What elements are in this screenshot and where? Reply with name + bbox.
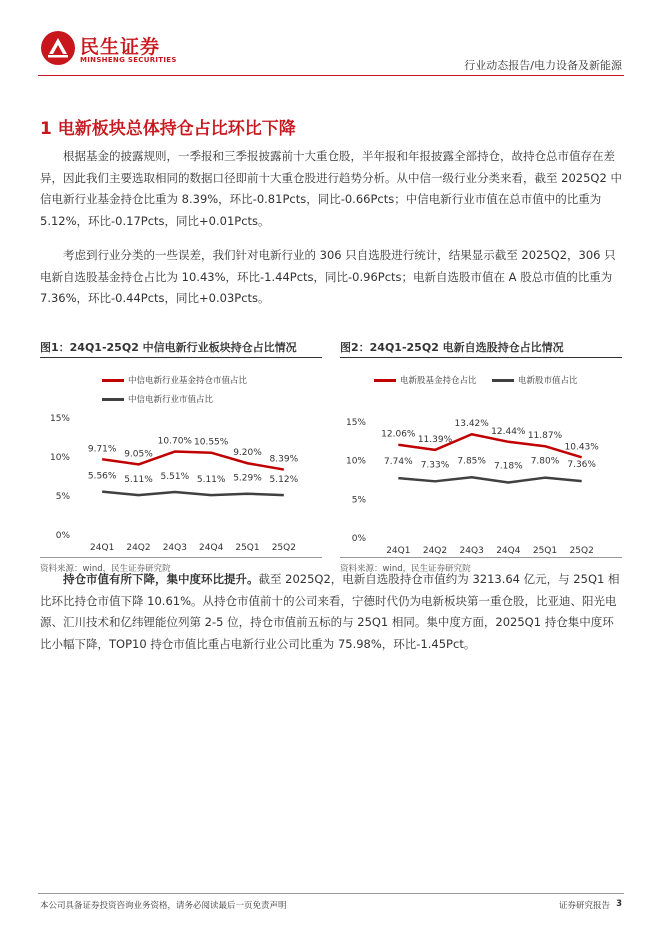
chart-2-svg (340, 358, 622, 558)
y-tick-label: 10% (345, 456, 366, 467)
data-label: 7.85% (457, 456, 486, 467)
paragraph-2: 考虑到行业分类的一些误差，我们针对电新行业的 306 只自选股进行统计，结果显示截至 2025Q2，306 只电新自选股基金持仓占比为 10.43%，环比-1.44Pcts，同比-0.96Pcts；电新自选股市值在 A 股总市值的比重为 7.36%，环比-0.44Pcts，同比+0.03Pcts。 (40, 248, 616, 306)
brand-name-cn: 民生证券 (80, 36, 161, 58)
page-header (0, 0, 662, 78)
y-tick-label: 15% (345, 418, 366, 428)
x-tick-label: 25Q1 (235, 543, 260, 553)
series-line-2 (398, 477, 581, 482)
x-tick-label: 25Q2 (569, 546, 594, 556)
data-label: 7.36% (567, 460, 596, 471)
x-tick-label: 24Q4 (496, 546, 521, 556)
y-tick-label: 5% (351, 495, 366, 506)
data-label: 9.05% (124, 449, 153, 460)
data-label: 11.39% (417, 434, 453, 445)
figure-1 (40, 337, 322, 574)
paragraph-3-lead: 持仓市值有所下降，集中度环比提升。 (63, 572, 259, 586)
data-label: 5.29% (233, 473, 262, 484)
data-label: 7.74% (384, 457, 413, 468)
paragraph-1: 根据基金的披露规则，一季报和三季报披露前十大重仓股，半年报和年报披露全部持仓，故持仓总市值存在差异，因此我们主要选取相同的数据口径即前十大重仓股进行趋势分析。从中信一级行业分类来看，截至 2025Q2 中信电新行业基金持仓比重为 8.39%，环比-0.81Pcts，同比-0.66Pcts；中信电新行业市值在总市值中的比重为 5.12%，环比-0.17Pcts，同比+0.01Pcts。 (40, 149, 622, 228)
data-label: 10.43% (564, 442, 599, 453)
data-label: 9.71% (87, 444, 117, 455)
paragraph-3-body: 截至 2025Q2，电新自选股持仓市值约为 3213.64 亿元，与 25Q1 相比环比持仓市值下降 10.61%。从持仓市值前十的公司来看，宁德时代仍为电新板块第一重仓股，比亚迪、阳光电源、汇川技术和亿纬锂能位列第 2-5 位，持仓市值前五标的与 25Q1 相同。集中度方面，2025Q1 持仓集中度环比小幅下降，TOP10 持仓市值比重占电新行业公司比重为 75.98%，环比-1.45Pct。 (40, 572, 620, 651)
data-label: 11.87% (527, 431, 563, 442)
x-tick-label: 24Q2 (126, 543, 151, 553)
chart-1-svg (40, 358, 322, 558)
x-tick-label: 24Q3 (162, 543, 187, 553)
figure-1-chart (40, 358, 322, 558)
x-tick-label: 24Q4 (199, 543, 224, 553)
y-tick-label: 10% (49, 453, 70, 463)
legend-label: 中信电新行业市值占比 (128, 395, 214, 405)
data-label: 12.06% (381, 429, 416, 440)
y-tick-label: 0% (55, 531, 70, 541)
data-label: 8.39% (269, 454, 299, 465)
data-label: 5.11% (124, 475, 153, 486)
footer-divider (38, 893, 624, 894)
footer-disclaimer: 本公司具备证券投资咨询业务资格，请务必阅读最后一页免责声明 (40, 901, 287, 911)
data-label: 12.44% (491, 426, 526, 437)
minsheng-logo (40, 30, 177, 70)
data-label: 5.11% (196, 475, 226, 486)
y-tick-label: 0% (351, 534, 366, 544)
data-label: 7.80% (530, 456, 560, 467)
y-tick-label: 5% (55, 492, 70, 502)
report-type-label: 行业动态报告/电力设备及新能源 (464, 59, 622, 72)
page-number: 3 (616, 899, 622, 909)
x-tick-label: 25Q2 (271, 543, 296, 553)
y-tick-label: 15% (49, 414, 70, 424)
figure-2 (340, 337, 622, 574)
x-tick-label: 24Q3 (459, 546, 484, 556)
data-label: 10.55% (194, 437, 229, 448)
data-label: 5.51% (160, 472, 190, 483)
data-label: 5.56% (87, 471, 117, 482)
paragraph-3 (40, 569, 622, 655)
x-tick-label: 24Q1 (386, 546, 411, 556)
figure-2-source: 资料来源：wind，民生证券研究院 (340, 564, 471, 574)
x-tick-label: 24Q1 (90, 543, 115, 553)
footer-report-label: 证券研究报告 (558, 901, 610, 911)
data-label: 10.70% (157, 436, 192, 447)
header-divider (38, 75, 624, 76)
legend-label: 中信电新行业基金持仓市值占比 (128, 376, 248, 386)
data-label: 13.42% (454, 419, 489, 430)
figure-2-chart (340, 358, 622, 558)
legend-label: 电新股基金持仓占比 (400, 376, 477, 386)
data-label: 9.20% (233, 448, 262, 459)
minsheng-logo-icon (40, 30, 76, 66)
data-label: 5.12% (269, 475, 299, 486)
figure-1-title: 图1：24Q1-25Q2 中信电新行业板块持仓占比情况 (40, 337, 322, 358)
data-label: 7.33% (420, 460, 450, 471)
brand-name-en: MINSHENG SECURITIES (80, 56, 177, 64)
figure-2-title: 图2：24Q1-25Q2 电新自选股持仓占比情况 (340, 337, 622, 358)
x-tick-label: 25Q1 (532, 546, 558, 556)
legend-label: 电新股市值占比 (518, 376, 578, 386)
x-tick-label: 24Q2 (422, 546, 448, 556)
section-title: 1 电新板块总体持仓占比环比下降 (40, 119, 296, 139)
data-label: 7.18% (494, 461, 523, 472)
figure-1-source: 资料来源：wind，民生证券研究院 (40, 564, 171, 574)
series-line-2 (102, 492, 284, 496)
